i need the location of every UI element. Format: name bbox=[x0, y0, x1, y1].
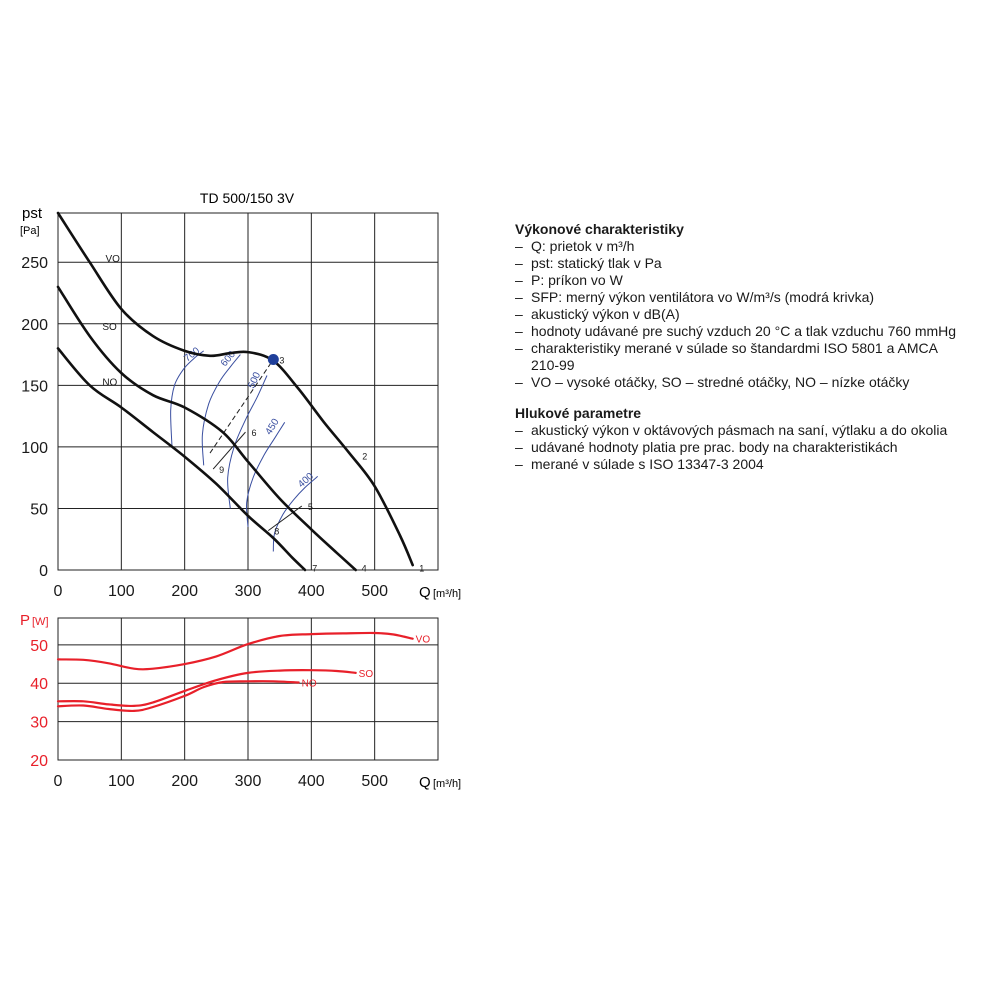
legend-panel bbox=[515, 221, 995, 487]
power-x-label: Q bbox=[419, 774, 431, 791]
sfp-curves bbox=[171, 345, 318, 551]
system-line bbox=[210, 359, 273, 453]
legend-item-text: Q: prietok v m³/h bbox=[531, 238, 635, 254]
legend-item bbox=[515, 340, 995, 374]
power-y-label: P bbox=[20, 612, 31, 629]
pressure-y-unit: [Pa] bbox=[20, 225, 40, 237]
pressure-chart bbox=[20, 190, 461, 601]
x-tick-label: 400 bbox=[297, 773, 325, 790]
pressure-series bbox=[58, 213, 413, 570]
x-tick-label: 100 bbox=[107, 773, 135, 790]
sfp-curve-600 bbox=[202, 355, 240, 466]
sfp-label: 400 bbox=[296, 470, 316, 491]
x-tick-label: 200 bbox=[171, 773, 199, 790]
legend-item bbox=[515, 306, 995, 323]
power-series-labels bbox=[302, 635, 431, 690]
power-chart bbox=[20, 612, 461, 791]
noise-item-text: akustický výkon v oktávových pásmach na saní, výtlaku a do okolia bbox=[531, 422, 948, 438]
noise-title: Hlukové parametre bbox=[515, 405, 642, 421]
sfp-label: 700 bbox=[182, 345, 203, 365]
legend-item bbox=[515, 323, 995, 340]
chart-title: TD 500/150 3V bbox=[199, 190, 295, 206]
sfp-label: 500 bbox=[246, 370, 264, 391]
series-vo-line bbox=[58, 213, 413, 565]
noise-list bbox=[515, 422, 995, 473]
legend-item-continuation: 210-99 bbox=[531, 357, 575, 373]
legend-item bbox=[515, 238, 995, 255]
y-tick-label: 150 bbox=[21, 378, 48, 396]
list-dash: – bbox=[515, 272, 523, 288]
operating-point-label: 8 bbox=[274, 526, 280, 537]
y-tick-label: 100 bbox=[21, 439, 48, 457]
noise-item bbox=[515, 456, 995, 473]
y-tick-label: 0 bbox=[39, 563, 48, 580]
noise-item-text: merané v súlade s ISO 13347-3 2004 bbox=[531, 456, 764, 472]
x-tick-label: 0 bbox=[53, 773, 63, 790]
legend-list bbox=[515, 238, 995, 391]
list-dash: – bbox=[515, 422, 523, 438]
legend-item-text: hodnoty udávané pre suchý vzduch 20 °C a tlak vzduchu 760 mmHg bbox=[531, 323, 957, 339]
legend-item-text: SFP: merný výkon ventilátora vo W/m³/s (modrá krivka) bbox=[531, 289, 875, 305]
legend-item bbox=[515, 374, 995, 391]
operating-point-label: 6 bbox=[251, 428, 257, 439]
x-tick-label: 500 bbox=[361, 583, 389, 600]
list-dash: – bbox=[515, 323, 523, 339]
legend-item bbox=[515, 289, 995, 306]
power-series-label-vo: VO bbox=[415, 634, 431, 646]
sfp-curve-700 bbox=[171, 351, 204, 447]
noise-item-text: udávané hodnoty platia pre prac. body na charakteristikách bbox=[531, 439, 898, 455]
x-tick-label: 300 bbox=[234, 583, 262, 600]
pressure-y-label: pst bbox=[22, 205, 43, 222]
x-tick-label: 400 bbox=[297, 583, 325, 600]
x-tick-label: 100 bbox=[107, 583, 135, 600]
series-no-line bbox=[58, 348, 305, 570]
operating-point-label: 7 bbox=[312, 563, 318, 574]
legend-item-text: pst: statický tlak v Pa bbox=[531, 255, 662, 271]
x-tick-label: 200 bbox=[171, 583, 199, 600]
y-tick-label: 50 bbox=[30, 501, 48, 519]
list-dash: – bbox=[515, 289, 523, 305]
noise-item bbox=[515, 439, 995, 456]
power-series-label-no: NO bbox=[301, 678, 317, 690]
y-tick-label: 30 bbox=[30, 714, 48, 732]
operating-point-label: 3 bbox=[279, 355, 285, 366]
highlight-point-marker bbox=[268, 354, 279, 365]
list-dash: – bbox=[515, 306, 523, 322]
sfp-label: 600 bbox=[218, 349, 238, 369]
power-y-unit: [W] bbox=[32, 616, 49, 628]
list-dash: – bbox=[515, 439, 523, 455]
list-dash: – bbox=[515, 374, 523, 390]
legend-item-text: charakteristiky merané v súlade so štandardmi ISO 5801 a AMCA bbox=[531, 340, 938, 356]
legend-item bbox=[515, 272, 995, 289]
power-x-unit: [m³/h] bbox=[433, 778, 462, 790]
list-dash: – bbox=[515, 456, 523, 472]
y-tick-label: 200 bbox=[21, 316, 48, 334]
power-series-vo-line bbox=[58, 633, 413, 669]
noise-item bbox=[515, 422, 995, 439]
series-label-no: NO bbox=[102, 377, 118, 389]
operating-point-label: 2 bbox=[362, 451, 368, 462]
sfp-label: 450 bbox=[263, 416, 282, 437]
x-tick-label: 0 bbox=[53, 583, 63, 600]
operating-point-label: 1 bbox=[419, 563, 425, 574]
operating-point-label: 9 bbox=[219, 465, 225, 476]
y-tick-label: 20 bbox=[30, 753, 48, 770]
x-tick-label: 500 bbox=[361, 773, 389, 790]
series-label-vo: VO bbox=[105, 254, 120, 266]
pressure-x-label: Q bbox=[419, 584, 431, 601]
legend-item-text: P: príkon vo W bbox=[531, 272, 623, 288]
power-series-label-so: SO bbox=[358, 668, 374, 680]
y-tick-label: 250 bbox=[21, 255, 48, 273]
legend-item-text: akustický výkon v dB(A) bbox=[531, 306, 680, 322]
operating-point-label: 4 bbox=[361, 563, 367, 574]
series-label-so: SO bbox=[102, 321, 117, 333]
legend-item-text: VO – vysoké otáčky, SO – stredné otáčky, NO – nízke otáčky bbox=[531, 374, 910, 390]
y-tick-label: 50 bbox=[30, 637, 48, 655]
legend-item bbox=[515, 255, 995, 272]
operating-point-label: 5 bbox=[307, 501, 313, 512]
x-tick-label: 300 bbox=[234, 773, 262, 790]
legend-title: Výkonové charakteristiky bbox=[515, 221, 684, 237]
y-tick-label: 40 bbox=[30, 676, 48, 694]
pressure-x-unit: [m³/h] bbox=[433, 588, 462, 600]
list-dash: – bbox=[515, 340, 523, 356]
power-grid bbox=[58, 618, 438, 760]
power-series-no-line bbox=[58, 681, 299, 711]
list-dash: – bbox=[515, 238, 523, 254]
list-dash: – bbox=[515, 255, 523, 271]
